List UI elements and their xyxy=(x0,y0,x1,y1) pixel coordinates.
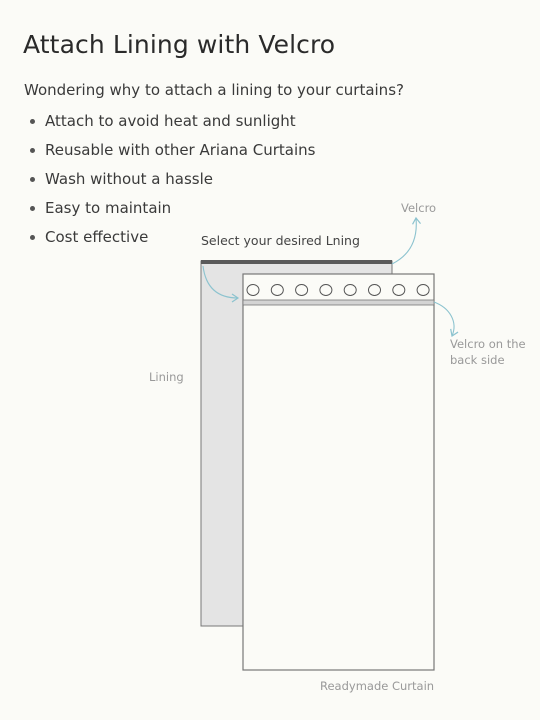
benefit-label: Wash without a hassle xyxy=(45,170,213,188)
velcro-label: Velcro xyxy=(401,201,437,215)
benefit-label: Cost effective xyxy=(45,228,149,246)
lining-velcro-strip xyxy=(201,260,392,264)
intro-text: Wondering why to attach a lining to your curtains? xyxy=(24,81,404,99)
benefit-label: Attach to avoid heat and sunlight xyxy=(45,112,296,130)
velcro-back-arrow xyxy=(434,302,454,336)
select-lining-label: Select your desired Lning xyxy=(201,233,360,248)
velcro-arrow xyxy=(392,218,416,264)
readymade-curtain-label: Readymade Curtain xyxy=(320,679,435,693)
velcro-back-label-line2: back side xyxy=(450,353,505,367)
curtain-panel xyxy=(243,274,434,670)
curtain-velcro-band xyxy=(243,300,434,305)
benefit-label: Easy to maintain xyxy=(45,199,172,217)
lining-label: Lining xyxy=(149,370,184,384)
page-title: Attach Lining with Velcro xyxy=(23,30,336,59)
velcro-back-label-line1: Velcro on the xyxy=(450,337,526,351)
benefit-label: Reusable with other Ariana Curtains xyxy=(45,141,316,159)
